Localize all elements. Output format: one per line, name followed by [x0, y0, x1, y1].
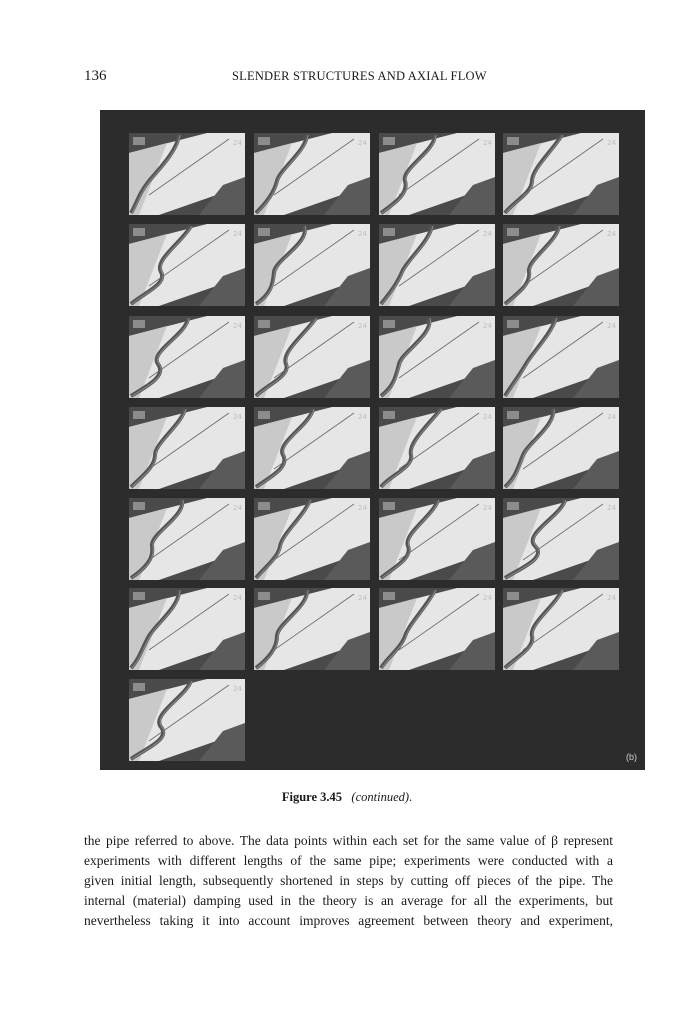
photo-frame [379, 498, 495, 580]
pipe-photo [379, 224, 495, 306]
pipe-photo [129, 407, 245, 489]
body-line: experiments with different lengths of the same pipe; experiments were conducted with a [84, 853, 613, 868]
photo-frame [129, 224, 245, 306]
photo-frame [129, 679, 245, 761]
page-header [84, 68, 612, 88]
pipe-photo [129, 588, 245, 670]
photo-frame [379, 407, 495, 489]
pipe-photo [129, 224, 245, 306]
figure-part-label: (b) [626, 752, 637, 762]
frame-number: 24 [358, 322, 367, 330]
photo-frame [379, 588, 495, 670]
photo-frame [254, 407, 370, 489]
pipe-photo [254, 407, 370, 489]
frame-number: 24 [483, 322, 492, 330]
frame-number: 24 [358, 504, 367, 512]
photo-frame [503, 316, 619, 398]
pipe-photo [379, 498, 495, 580]
photo-frame [503, 224, 619, 306]
frame-number: 24 [358, 139, 367, 147]
pipe-photo [503, 407, 619, 489]
photo-frame [129, 498, 245, 580]
frame-number: 24 [483, 230, 492, 238]
photo-frame [129, 588, 245, 670]
photo-frame [379, 133, 495, 215]
photo-frame [129, 407, 245, 489]
frame-number: 24 [607, 322, 616, 330]
frame-number: 24 [233, 139, 242, 147]
photo-frame [254, 224, 370, 306]
pipe-photo [379, 407, 495, 489]
pipe-photo [503, 316, 619, 398]
body-line: nevertheless taking it into account improves agreement between theory and experiment, [84, 913, 613, 928]
photo-frame [254, 498, 370, 580]
photo-frame [129, 133, 245, 215]
frame-number: 24 [358, 413, 367, 421]
frame-number: 24 [607, 230, 616, 238]
pipe-photo [379, 316, 495, 398]
frame-number: 24 [233, 322, 242, 330]
body-paragraph [84, 831, 613, 931]
frame-number: 24 [483, 413, 492, 421]
pipe-photo [129, 316, 245, 398]
figure-caption [0, 790, 694, 805]
frame-number: 24 [483, 139, 492, 147]
pipe-photo [503, 224, 619, 306]
photo-frame [254, 316, 370, 398]
caption-note: (continued) [351, 790, 410, 804]
frame-number: 24 [483, 504, 492, 512]
pipe-photo [503, 498, 619, 580]
figure-photo-plate [100, 110, 645, 770]
photo-frame [379, 224, 495, 306]
frame-number: 24 [607, 413, 616, 421]
pipe-photo [503, 588, 619, 670]
caption-label: Figure 3.45 [281, 790, 343, 804]
photo-frame [503, 498, 619, 580]
pipe-photo [379, 133, 495, 215]
pipe-photo [254, 316, 370, 398]
frame-number: 24 [607, 594, 616, 602]
frame-number: 24 [233, 413, 242, 421]
pipe-photo [129, 133, 245, 215]
frame-number: 24 [483, 594, 492, 602]
frame-number: 24 [233, 504, 242, 512]
running-head: SLENDER STRUCTURES AND AXIAL FLOW [232, 69, 487, 83]
body-line: internal (material) damping used in the theory is an average for all the experiments, but [84, 893, 613, 908]
pipe-photo [254, 588, 370, 670]
pipe-photo [254, 224, 370, 306]
page-number: 136 [84, 68, 107, 84]
pipe-photo [129, 498, 245, 580]
photo-frame [503, 133, 619, 215]
frame-number: 24 [607, 504, 616, 512]
pipe-photo [129, 679, 245, 761]
photo-frame [503, 588, 619, 670]
frame-number: 24 [358, 594, 367, 602]
pipe-photo [379, 588, 495, 670]
photo-frame [129, 316, 245, 398]
photo-frame [254, 588, 370, 670]
frame-number: 24 [233, 594, 242, 602]
frame-number: 24 [607, 139, 616, 147]
frame-number: 24 [358, 230, 367, 238]
caption-end: . [409, 790, 413, 804]
body-line: given initial length, subsequently shortened in steps by cutting off pieces of the pipe. The [84, 873, 613, 888]
photo-frame [503, 407, 619, 489]
pipe-photo [254, 498, 370, 580]
photo-frame [254, 133, 370, 215]
body-line: the pipe referred to above. The data points within each set for the same value of β represent [84, 833, 613, 848]
frame-number: 24 [233, 685, 242, 693]
pipe-photo [503, 133, 619, 215]
frame-number: 24 [233, 230, 242, 238]
photo-frame [379, 316, 495, 398]
pipe-photo [254, 133, 370, 215]
